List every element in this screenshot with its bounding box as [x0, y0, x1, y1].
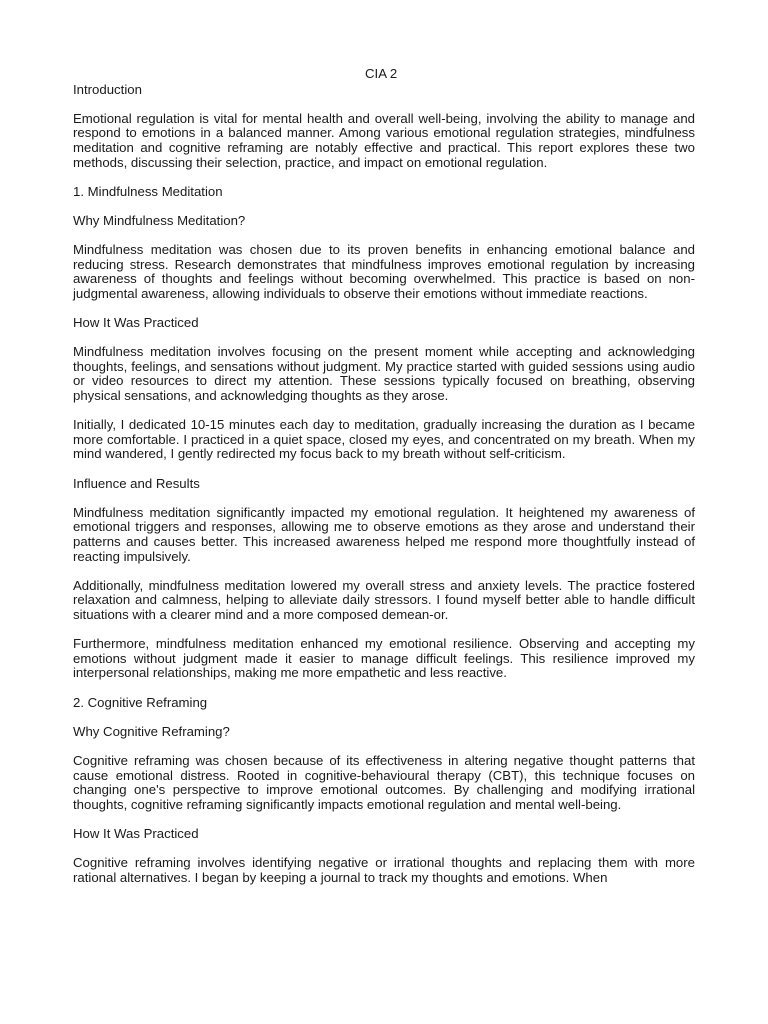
- section-2-why-paragraph: Cognitive reframing was chosen because of its effectiveness in altering negative thought patterns that cause emotional distress. Rooted in cognitive-behavioural therapy (CBT), this technique focuses on changing one's perspective to improve emotional outcomes. By challenging and modifying irrational thoughts, cognitive reframing significantly impacts emotional regulation and mental well-being.: [73, 752, 695, 812]
- section-1-influence-paragraph-3: Furthermore, mindfulness meditation enhanced my emotional resilience. Observing and accepting my emotions without judgment made it easier to manage difficult feelings. This resilience improved my interpersonal relationships, making me more empathetic and less reactive.: [73, 636, 695, 681]
- section-1-influence-paragraph-1: Mindfulness meditation significantly impacted my emotional regulation. It heightened my awareness of emotional triggers and responses, allowing me to observe emotions as they arose and understand their patterns and causes better. This increased awareness helped me respond more thoughtfully instead of reacting impulsively.: [73, 504, 695, 564]
- introduction-paragraph: Emotional regulation is vital for mental health and overall well-being, involving the ability to manage and respond to emotions in a balanced manner. Among various emotional regulation strategies, mindfulness meditation and cognitive reframing are notably effective and practical. This report explores these two methods, discussing their selection, practice, and impact on emotional regulation.: [73, 110, 695, 170]
- section-1-why-paragraph: Mindfulness meditation was chosen due to its proven benefits in enhancing emotional balance and reducing stress. Research demonstrates that mindfulness improves emotional regulation by increasing awareness of thoughts and feelings without becoming overwhelmed. This practice is based on non-judgmental awareness, allowing individuals to observe their emotions without immediate reactions.: [73, 242, 695, 301]
- section-1-how-paragraph-2: Initially, I dedicated 10-15 minutes each day to meditation, gradually increasing the duration as I became more comfortable. I practiced in a quiet space, closed my eyes, and concentrated on my breath. When my mind wandered, I gently redirected my focus back to my breath without self-criticism.: [73, 417, 695, 462]
- section-1-why-heading: Why Mindfulness Meditation?: [73, 212, 246, 228]
- section-1-influence-paragraph-2: Additionally, mindfulness meditation lowered my overall stress and anxiety levels. The practice fostered relaxation and calmness, helping to alleviate daily stressors. I found myself better able to handle difficult situations with a clearer mind and a more composed demean-or.: [73, 577, 695, 622]
- document-title: CIA 2: [365, 66, 398, 81]
- document-page: [73, 67, 695, 885]
- section-1-how-heading: How It Was Practiced: [73, 315, 199, 331]
- section-2-how-paragraph-1: Cognitive reframing involves identifying negative or irrational thoughts and replacing them with more rational alternatives. I began by keeping a journal to track my thoughts and emotions. When: [73, 855, 695, 885]
- section-2-heading: 2. Cognitive Reframing: [73, 694, 208, 710]
- section-1-influence-heading: Influence and Results: [73, 475, 200, 491]
- section-1-how-paragraph-1: Mindfulness meditation involves focusing on the present moment while accepting and acknowledging thoughts, feelings, and sensations without judgment. My practice started with guided sessions using audio or video resources to direct my attention. These sessions typically focused on breathing, observing physical sensations, and acknowledging thoughts as they arose.: [73, 344, 695, 404]
- introduction-heading: Introduction: [73, 81, 142, 97]
- section-2-how-heading: How It Was Practiced: [73, 825, 199, 841]
- section-1-heading: 1. Mindfulness Meditation: [73, 183, 223, 199]
- section-2-why-heading: Why Cognitive Reframing?: [73, 723, 230, 739]
